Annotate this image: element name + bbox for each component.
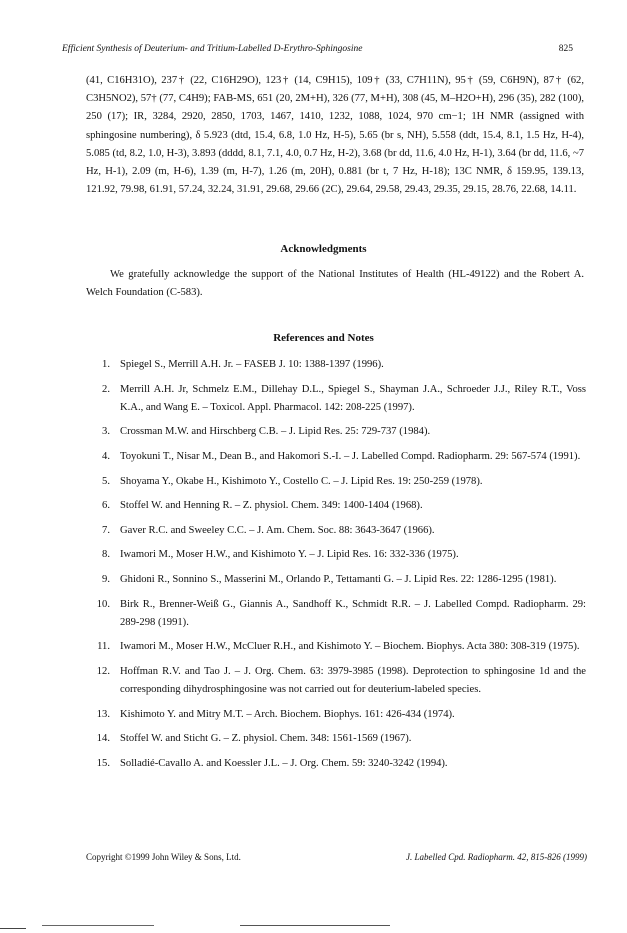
reference-text: Kishimoto Y. and Mitry M.T. – Arch. Biochem. Biophys. 161: 426-434 (1974). <box>120 708 455 720</box>
reference-number: 11. <box>97 641 110 653</box>
scan-edge-line <box>240 925 390 926</box>
reference-text: Shoyama Y., Okabe H., Kishimoto Y., Costello C. – J. Lipid Res. 19: 250-259 (1978). <box>120 475 483 487</box>
reference-text: Spiegel S., Merrill A.H. Jr. – FASEB J. 10: 1388-1397 (1996). <box>120 359 384 370</box>
acknowledgments-text: We gratefully acknowledge the support of the National Institutes of Health (HL-49122) and the Robert A. Welch Foundation (C-583). <box>86 269 584 299</box>
reference-text: Gaver R.C. and Sweeley C.C. – J. Am. Chem. Soc. 88: 3643-3647 (1966). <box>120 524 435 536</box>
reference-text: Hoffman R.V. and Tao J. – J. Org. Chem. 63: 3979-3985 (1998). Deprotection to sphingosine 1d and the corresponding dihydrosphingosine was not carried out for deuterium-labeled species. <box>120 665 586 696</box>
reference-item <box>86 356 586 374</box>
reference-number: 8. <box>102 549 110 561</box>
reference-text: Solladié-Cavallo A. and Koessler J.L. – J. Org. Chem. 59: 3240-3242 (1994). <box>120 757 448 769</box>
reference-number: 3. <box>102 426 110 438</box>
reference-item <box>86 730 586 748</box>
reference-item <box>86 522 586 540</box>
journal-citation: J. Labelled Cpd. Radiopharm. 42, 815-826 (1999) <box>406 852 587 862</box>
reference-text: Merrill A.H. Jr, Schmelz E.M., Dillehay D.L., Spiegel S., Shayman J.A., Schroeder J.J., Riley R.T., Voss K.A., and Wang E. – Toxicol. Appl. Pharmacol. 142: 208-225 (1997). <box>120 383 586 413</box>
reference-number: 9. <box>102 573 110 585</box>
reference-number: 2. <box>102 383 110 395</box>
reference-item <box>86 596 586 632</box>
reference-item <box>86 497 586 515</box>
reference-number: 14. <box>96 733 110 745</box>
scan-edge-line <box>42 925 154 926</box>
reference-item <box>86 546 586 564</box>
reference-number: 7. <box>102 524 110 536</box>
page-footer <box>86 852 587 862</box>
reference-text: Stoffel W. and Sticht G. – Z. physiol. Chem. 348: 1561-1569 (1967). <box>120 733 412 745</box>
reference-item <box>86 473 586 491</box>
reference-text: Ghidoni R., Sonnino S., Masserini M., Orlando P., Tettamanti G. – J. Lipid Res. 22: 1286-1295 (1981). <box>120 573 557 585</box>
running-title: Efficient Synthesis of Deuterium- and Tritium-Labelled D-Erythro-Sphingosine <box>62 44 363 54</box>
references-list <box>86 356 586 780</box>
reference-item <box>86 706 586 724</box>
reference-text: Birk R., Brenner-Weiß G., Giannis A., Sandhoff K., Schmidt R.R. – J. Labelled Compd. Radiopharm. 29: 289-298 (1991). <box>120 598 586 628</box>
reference-text: Iwamori M., Moser H.W., and Kishimoto Y. – J. Lipid Res. 16: 332-336 (1975). <box>120 549 459 561</box>
acknowledgments-heading: Acknowledgments <box>280 243 367 255</box>
copyright-notice: Copyright ©1999 John Wiley & Sons, Ltd. <box>86 852 241 862</box>
reference-number: 6. <box>102 500 110 512</box>
reference-item <box>86 381 586 417</box>
reference-number: 5. <box>102 475 110 487</box>
reference-number: 1. <box>102 359 110 370</box>
reference-text: Crossman M.W. and Hirschberg C.B. – J. Lipid Res. 25: 729-737 (1984). <box>120 426 431 438</box>
reference-number: 13. <box>96 708 110 720</box>
reference-number: 15. <box>96 757 110 769</box>
reference-text: Stoffel W. and Henning R. – Z. physiol. Chem. 349: 1400-1404 (1968). <box>120 500 423 512</box>
reference-number: 4. <box>102 450 110 462</box>
reference-number: 12. <box>96 665 110 677</box>
reference-item <box>86 755 586 773</box>
scan-edge-line <box>0 928 26 929</box>
reference-text: Toyokuni T., Nisar M., Dean B., and Hakomori S.-I. – J. Labelled Compd. Radiopharm. 29: 567-574 (1991). <box>120 450 581 462</box>
reference-item <box>86 571 586 589</box>
reference-item <box>86 423 586 441</box>
spectral-data-paragraph: (41, C16H31O), 237† (22, C16H29O), 123† (14, C9H15), 109† (33, C7H11N), 95† (59, C6H9N), 87† (62, C3H5NO2), 57† (77, C4H9); FAB-MS, 651 (20, 2M+H), 326 (77, M+H), 308 (45, M–H2O+H), 296 (35), 282 (100), 250 (17); IR, 3284, 2920, 2850, 1703, 1467, 1410, 1232, 1088, 1024, 970 cm−1; 1H NMR (assigned with sphingosine numbering), δ 5.923 (dtd, 15.4, 6.8, 1.0 Hz, H-5), 5.65 (br s, NH), 5.558 (ddt, 15.4, 8.1, 1.5 Hz, H-4), 5.085 (td, 8.2, 1.0, H-3), 3.893 (dddd, 8.1, 7.1, 4.0, 0.7 Hz, H-2), 3.68 (br dd, 11.6, 4.0 Hz, H-1), 3.64 (br dd, 11.6, ~7 Hz, H-1), 2.09 (m, H-6), 1.39 (m, H-7), 1.26 (m, 20H), 0.881 (br t, 7 Hz, H-18); 13C NMR, δ 159.95, 139.13, 121.92, 79.98, 61.91, 57.24, 32.24, 31.91, 29.68, 29.66 (2C), 29.64, 29.58, 29.43, 29.35, 29.15, 28.76, 22.68, 14.11. <box>86 75 584 196</box>
references-heading: References and Notes <box>273 332 374 344</box>
reference-item <box>86 663 586 699</box>
running-header <box>62 44 573 54</box>
reference-item <box>86 638 586 656</box>
reference-text: Iwamori M., Moser H.W., McCluer R.H., and Kishimoto Y. – Biochem. Biophys. Acta 380: 308-319 (1975). <box>120 641 580 653</box>
reference-item <box>86 448 586 466</box>
page-number: 825 <box>558 44 573 54</box>
reference-number: 10. <box>96 598 110 610</box>
